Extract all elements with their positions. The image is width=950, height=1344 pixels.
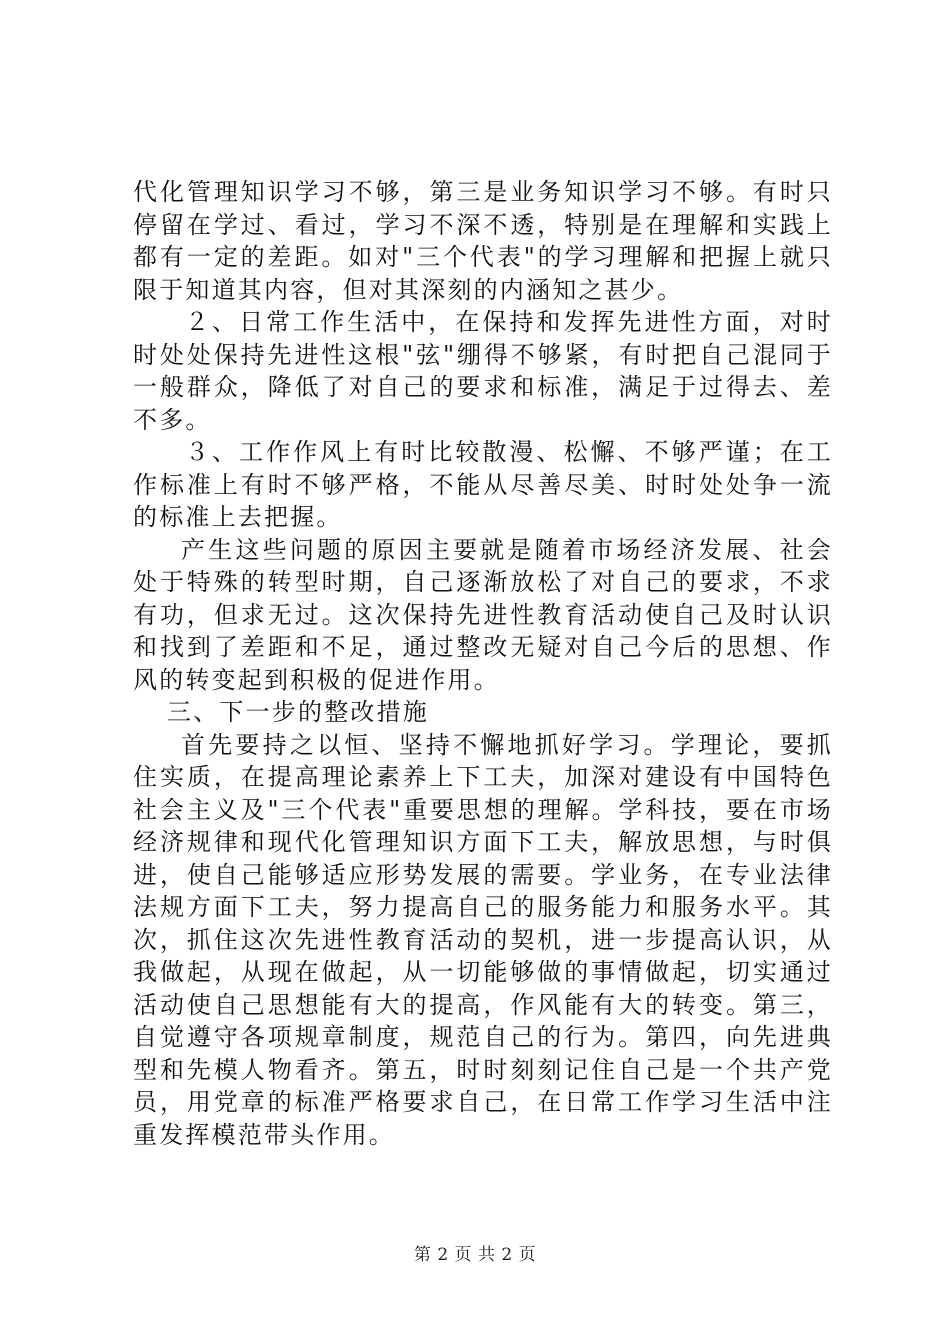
page-number-footer: 第 2 页 共 2 页 xyxy=(413,1245,537,1265)
document-body xyxy=(133,176,833,1151)
paragraph-causes: 产生这些问题的原因主要就是随着市场经济发展、社会处于特殊的转型时期，自己逐渐放松了对自己的要求，不求有功，但求无过。这次保持先进性教育活动使自己及时认识和找到了差距和不足，通过整改无疑对自己今后的思想、作风的转变起到积极的促进作用。 xyxy=(133,535,833,694)
section-heading-next-steps: 三、下一步的整改措施 xyxy=(167,698,429,726)
paragraph-measures: 首先要持之以恒、坚持不懈地抓好学习。学理论，要抓住实质，在提高理论素养上下工夫，加深对建设有中国特色社会主义及"三个代表"重要思想的理解。学科技，要在市场经济规律和现代化管理知识方面下工夫，解放思想，与时俱进，使自己能够适应形势发展的需要。学业务，在专业法律法规方面下工夫，努力提高自己的服务能力和服务水平。其次，抓住这次先进性教育活动的契机，进一步提高认识，从我做起，从现在做起，从一切能够做的事情做起，切实通过活动使自己思想能有大的提高，作风能有大的转变。第三，自觉遵守各项规章制度，规范自己的行为。第四，向先进典型和先模人物看齐。第五，时时刻刻记住自己是一个共产党员，用党章的标准严格要求自己，在日常工作学习生活中注重发挥模范带头作用。 xyxy=(133,730,833,1149)
paragraph-item-3: ３、工作作风上有时比较散漫、松懈、不够严谨；在工作标准上有时不够严格，不能从尽善尽美、时时处处争一流的标准上去把握。 xyxy=(133,438,833,531)
paragraph-continuation: 代化管理知识学习不够，第三是业务知识学习不够。有时只停留在学过、看过，学习不深不透，特别是在理解和实践上都有一定的差距。如对"三个代表"的学习理解和把握上就只限于知道其内容，但对其深刻的内涵知之甚少。 xyxy=(133,178,833,304)
paragraph-item-2: ２、日常工作生活中，在保持和发挥先进性方面，对时时处处保持先进性这根"弦"绷得不够紧，有时把自己混同于一般群众，降低了对自己的要求和标准，满足于过得去、差不多。 xyxy=(133,308,833,434)
